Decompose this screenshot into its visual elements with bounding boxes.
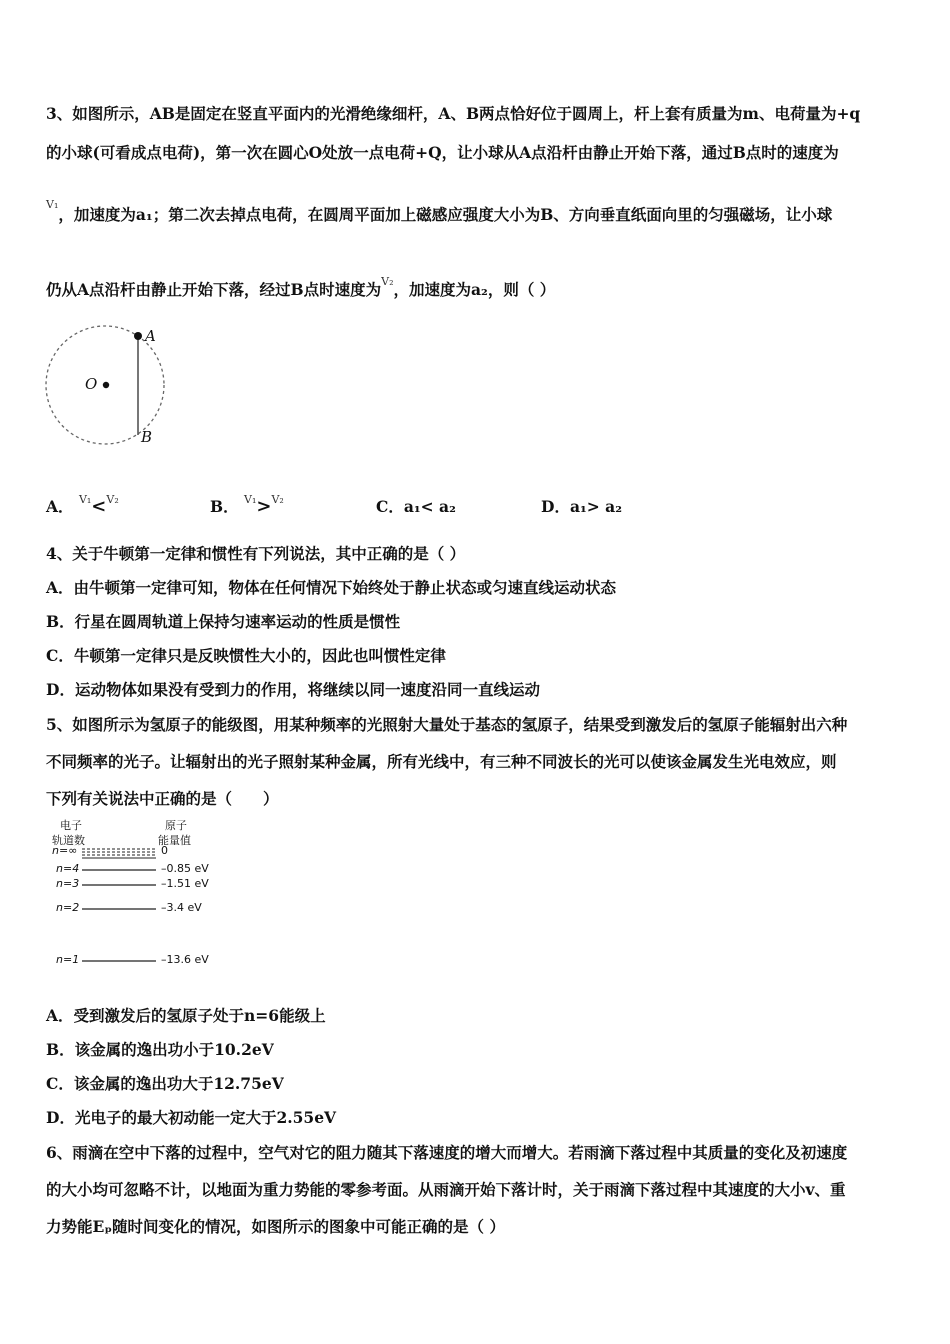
q4-stem: 4、关于牛顿第一定律和惯性有下列说法，其中正确的是（ ） [46, 544, 466, 563]
q3-option-a-label: A． [46, 497, 74, 516]
label-b: B [141, 428, 153, 446]
q3-option-a-op: < [91, 496, 107, 517]
q5-option-c: C．该金属的逸出功大于12.75eV [46, 1074, 284, 1093]
level-n-inf: n=∞ [52, 844, 78, 857]
col1-top: 电子 [60, 819, 82, 832]
q4-option-b: B．行星在圆周轨道上保持匀速率运动的性质是惯性 [46, 612, 401, 631]
q3-line-4 [46, 275, 556, 300]
q3-option-b-left: V₁ [244, 493, 257, 506]
q3-line-1: 3、如图所示，AB是固定在竖直平面内的光滑绝缘细杆，A、B两点恰好位于圆周上，杆上套有质量为m、电荷量为+q [46, 104, 861, 123]
q3-option-b-op: > [256, 496, 272, 517]
center-point-o [103, 382, 109, 388]
energy-level-lines [80, 845, 160, 970]
q3-option-a-left: V₁ [78, 493, 92, 506]
q5-line-3: 下列有关说法中正确的是（ ） [46, 789, 279, 808]
col2-top: 原子 [165, 819, 187, 832]
q4-option-c: C．牛顿第一定律只是反映惯性大小的，因此也叫惯性定律 [46, 646, 446, 665]
level-value-inf: 0 [161, 844, 168, 857]
q6-line-3: 力势能Eₚ随时间变化的情况，如图所示的图象中可能正确的是（ ） [46, 1217, 505, 1236]
q6-line-1: 6、雨滴在空中下落的过程中，空气对它的阻力随其下落速度的增大而增大。若雨滴下落过程中其质量的变化及初速度 [46, 1143, 848, 1162]
q3-option-d: D．a₁> a₂ [541, 497, 622, 516]
q3-option-c: C．a₁< a₂ [376, 497, 456, 516]
q3-option-b [210, 495, 284, 517]
q6-line-2: 的大小均可忽略不计，以地面为重力势能的零参考面。从雨滴开始下落计时，关于雨滴下落过程中其速度的大小v、重 [46, 1180, 846, 1199]
q3-v2-symbol: V₂ [381, 275, 394, 288]
level-n-4: n=4 [56, 862, 80, 875]
q5-option-d: D．光电子的最大初动能一定大于2.55eV [46, 1108, 337, 1127]
level-n-3: n=3 [56, 877, 80, 890]
level-n-2: n=2 [56, 901, 80, 914]
q3-line-3 [46, 198, 833, 225]
level-value-4: –0.85 eV [161, 862, 209, 875]
level-value-3: –1.51 eV [161, 877, 209, 890]
level-n-1: n=1 [56, 953, 80, 966]
label-a: A [145, 327, 156, 345]
q3-option-b-right: V₂ [271, 493, 284, 506]
q3-circle-figure [40, 320, 180, 455]
label-o: O [85, 375, 98, 393]
q4-option-d: D．运动物体如果没有受到力的作用，将继续以同一速度沿同一直线运动 [46, 680, 540, 699]
col1-bottom: 轨道数 [52, 834, 85, 847]
q5-option-a: A．受到激发后的氢原子处于n=6能级上 [46, 1006, 326, 1025]
q5-option-b: B．该金属的逸出功小于10.2eV [46, 1040, 274, 1059]
q3-line-3-text: ，加速度为a₁；第二次去掉点电荷，在圆周平面加上磁感应强度大小为B、方向垂直纸面向里的匀强磁场，让小球 [58, 205, 833, 224]
ball-a [134, 332, 142, 340]
q4-option-a: A．由牛顿第一定律可知，物体在任何情况下始终处于静止状态或匀速直线运动状态 [46, 578, 617, 597]
q3-line-4b: ，加速度为a₂，则（ ） [393, 280, 556, 299]
level-value-2: –3.4 eV [161, 901, 202, 914]
q3-option-a-right: V₂ [106, 493, 119, 506]
q3-line-4a: 仍从A点沿杆由静止开始下落，经过B点时速度为 [46, 280, 382, 299]
q5-line-1: 5、如图所示为氢原子的能级图，用某种频率的光照射大量处于基态的氢原子，结果受到激发后的氢原子能辐射出六种 [46, 715, 848, 734]
q5-line-2: 不同频率的光子。让辐射出的光子照射某种金属，所有光线中，有三种不同波长的光可以使该金属发生光电效应，则 [46, 752, 837, 771]
level-value-1: –13.6 eV [161, 953, 209, 966]
q3-v1-symbol: V₁ [46, 198, 59, 211]
q3-option-b-label: B． [210, 497, 239, 516]
col2-bottom: 能量值 [158, 834, 191, 847]
q3-option-a [46, 495, 119, 517]
q3-line-2: 的小球(可看成点电荷)，第一次在圆心O处放一点电荷+Q，让小球从A点沿杆由静止开始下落，通过B点时的速度为 [46, 143, 839, 162]
